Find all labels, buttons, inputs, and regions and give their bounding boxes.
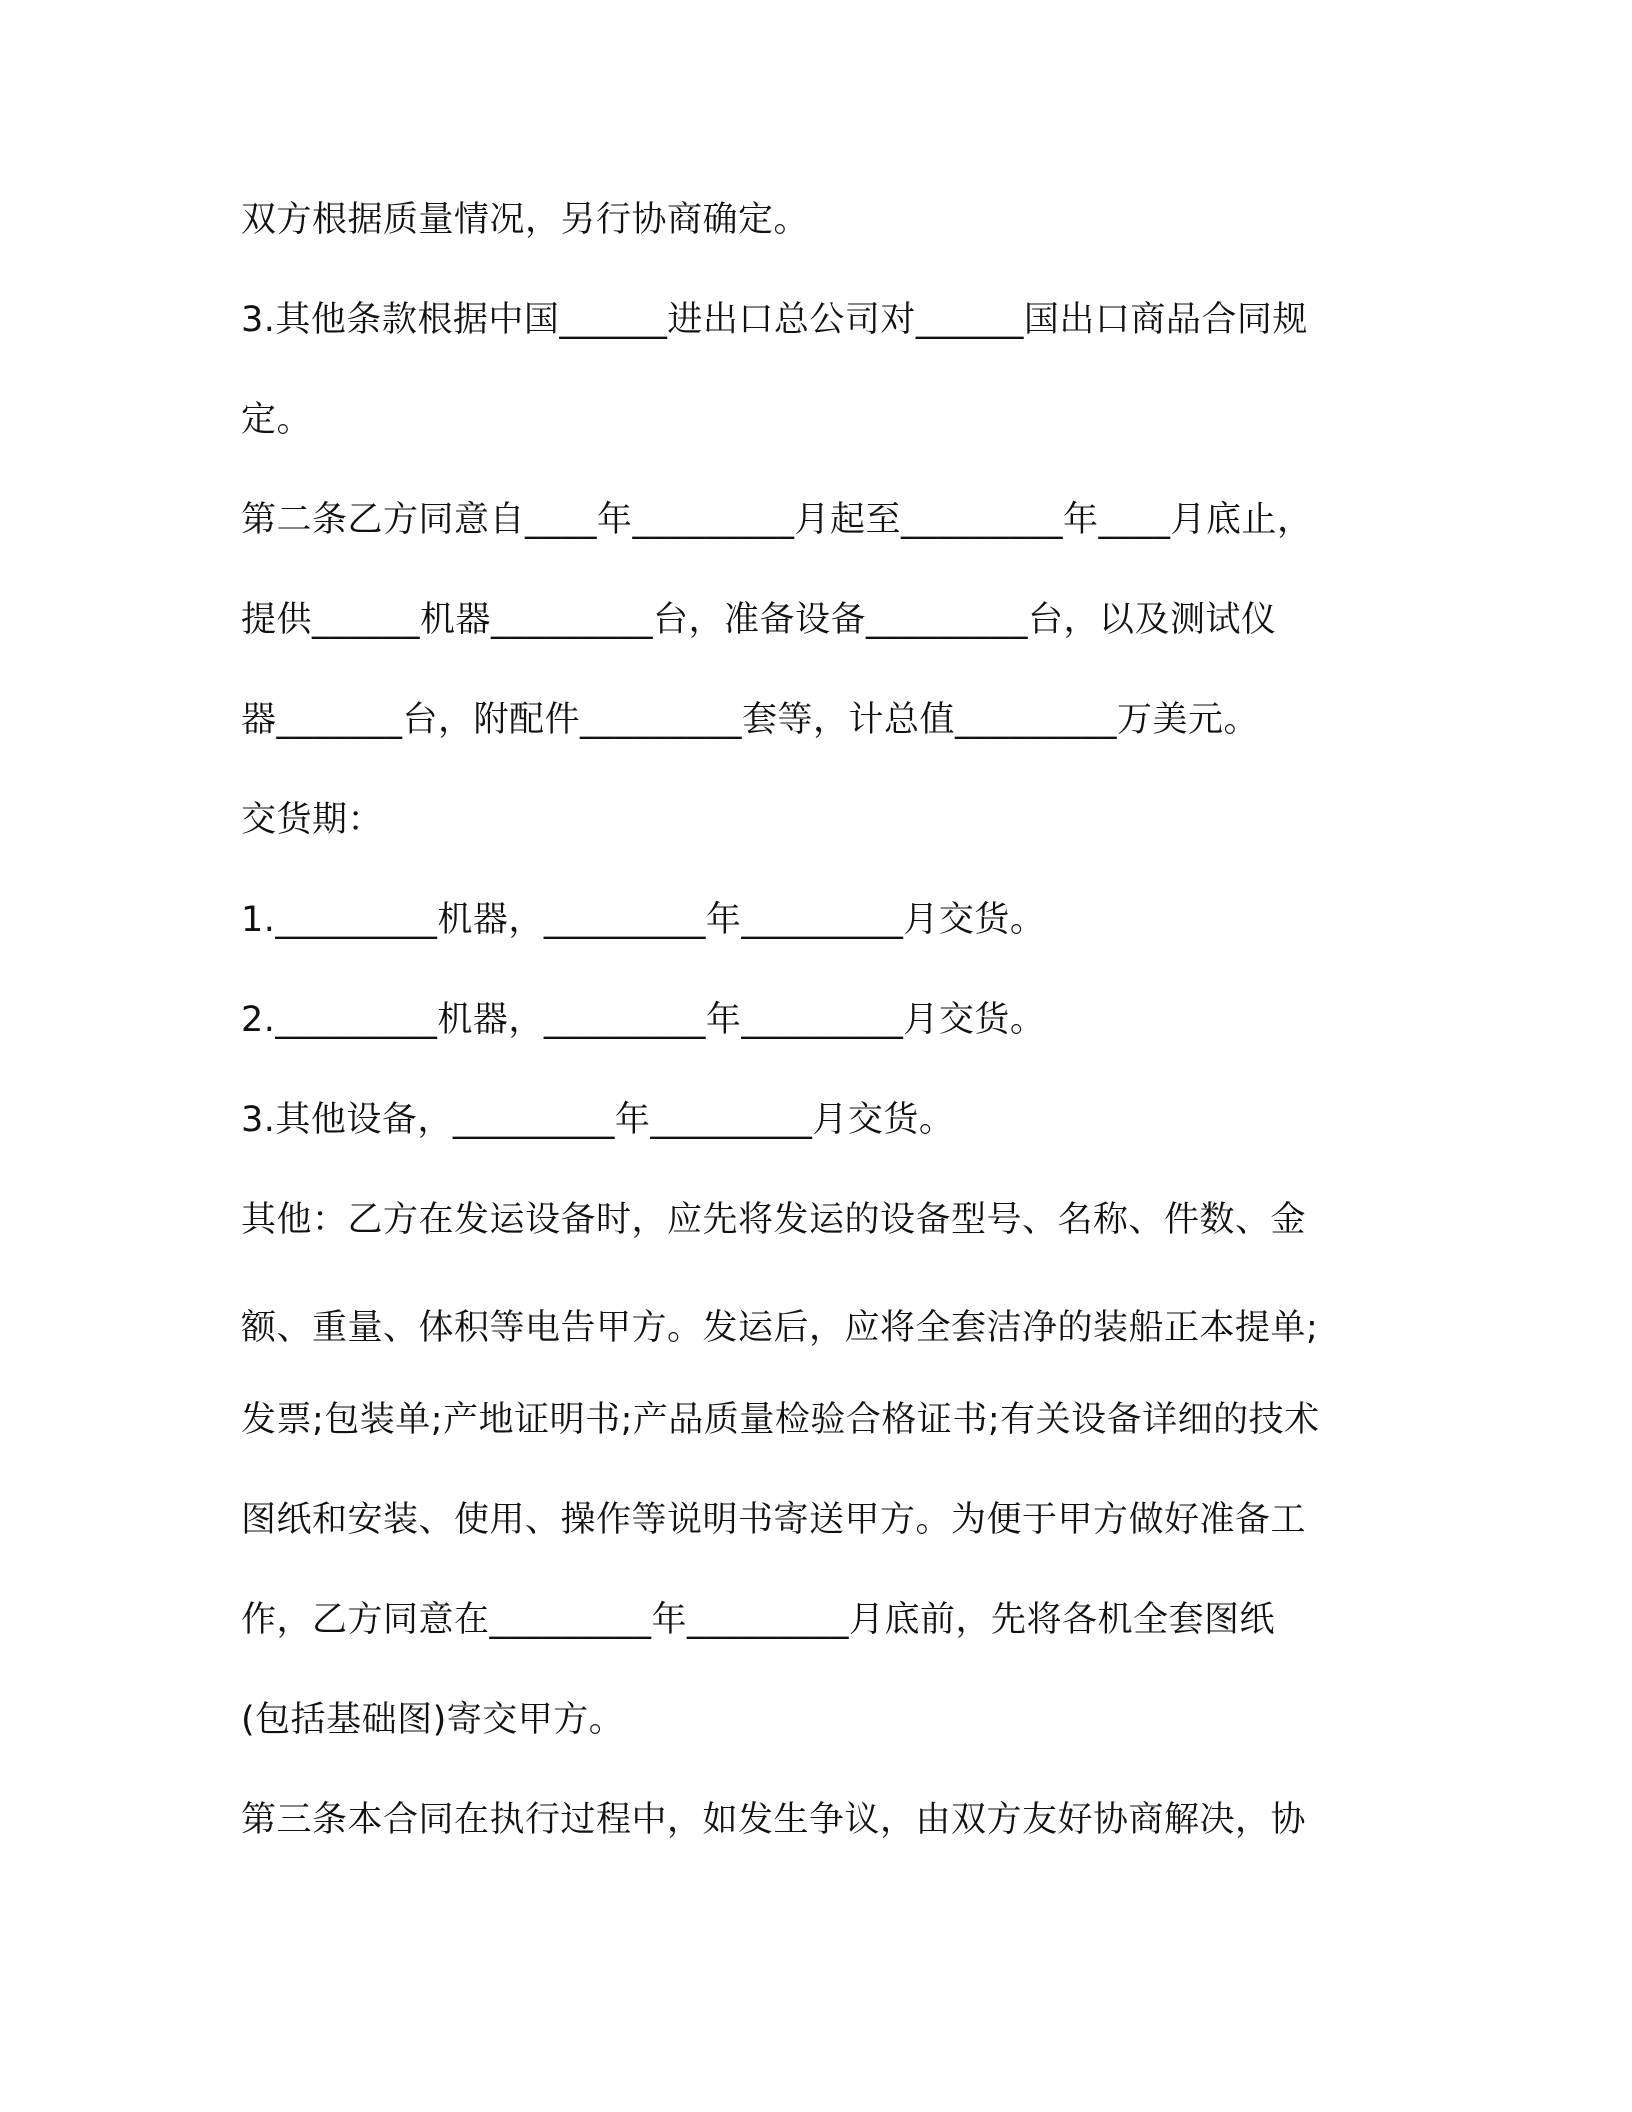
text-line: 额、重量、体积等电告甲方。发运后，应将全套洁净的装船正本提单; [241, 1308, 1319, 1348]
text-line: 第二条乙方同意自____年_________月起至_________年____月底止， [241, 500, 1313, 540]
text-line: 作，乙方同意在_________年_________月底前，先将各机全套图纸 [241, 1600, 1276, 1640]
text-line: 提供______机器_________台，准备设备_________台，以及测试仪 [241, 600, 1277, 640]
text-line: 3.其他设备，_________年_________月交货。 [241, 1100, 955, 1140]
text-line: 交货期： [241, 800, 384, 840]
text-line: 双方根据质量情况，另行协商确定。 [241, 200, 810, 240]
text-line: 发票;包装单;产地证明书;产品质量检验合格证书;有关设备详细的技术 [241, 1400, 1320, 1440]
text-line: 器_______台，附配件_________套等，计总值_________万美元。 [241, 700, 1260, 740]
text-line: 3.其他条款根据中国______进出口总公司对______国出口商品合同规 [241, 300, 1308, 340]
text-line: 图纸和安装、使用、操作等说明书寄送甲方。为便于甲方做好准备工 [241, 1500, 1307, 1540]
text-line: 2._________机器，_________年_________月交货。 [241, 1000, 1046, 1040]
text-line: 1._________机器，_________年_________月交货。 [241, 900, 1046, 940]
text-line: (包括基础图)寄交甲方。 [241, 1700, 625, 1740]
text-line: 定。 [241, 400, 313, 440]
text-line: 其他：乙方在发运设备时，应先将发运的设备型号、名称、件数、金 [241, 1200, 1307, 1240]
text-line: 第三条本合同在执行过程中，如发生争议，由双方友好协商解决，协 [241, 1800, 1307, 1840]
